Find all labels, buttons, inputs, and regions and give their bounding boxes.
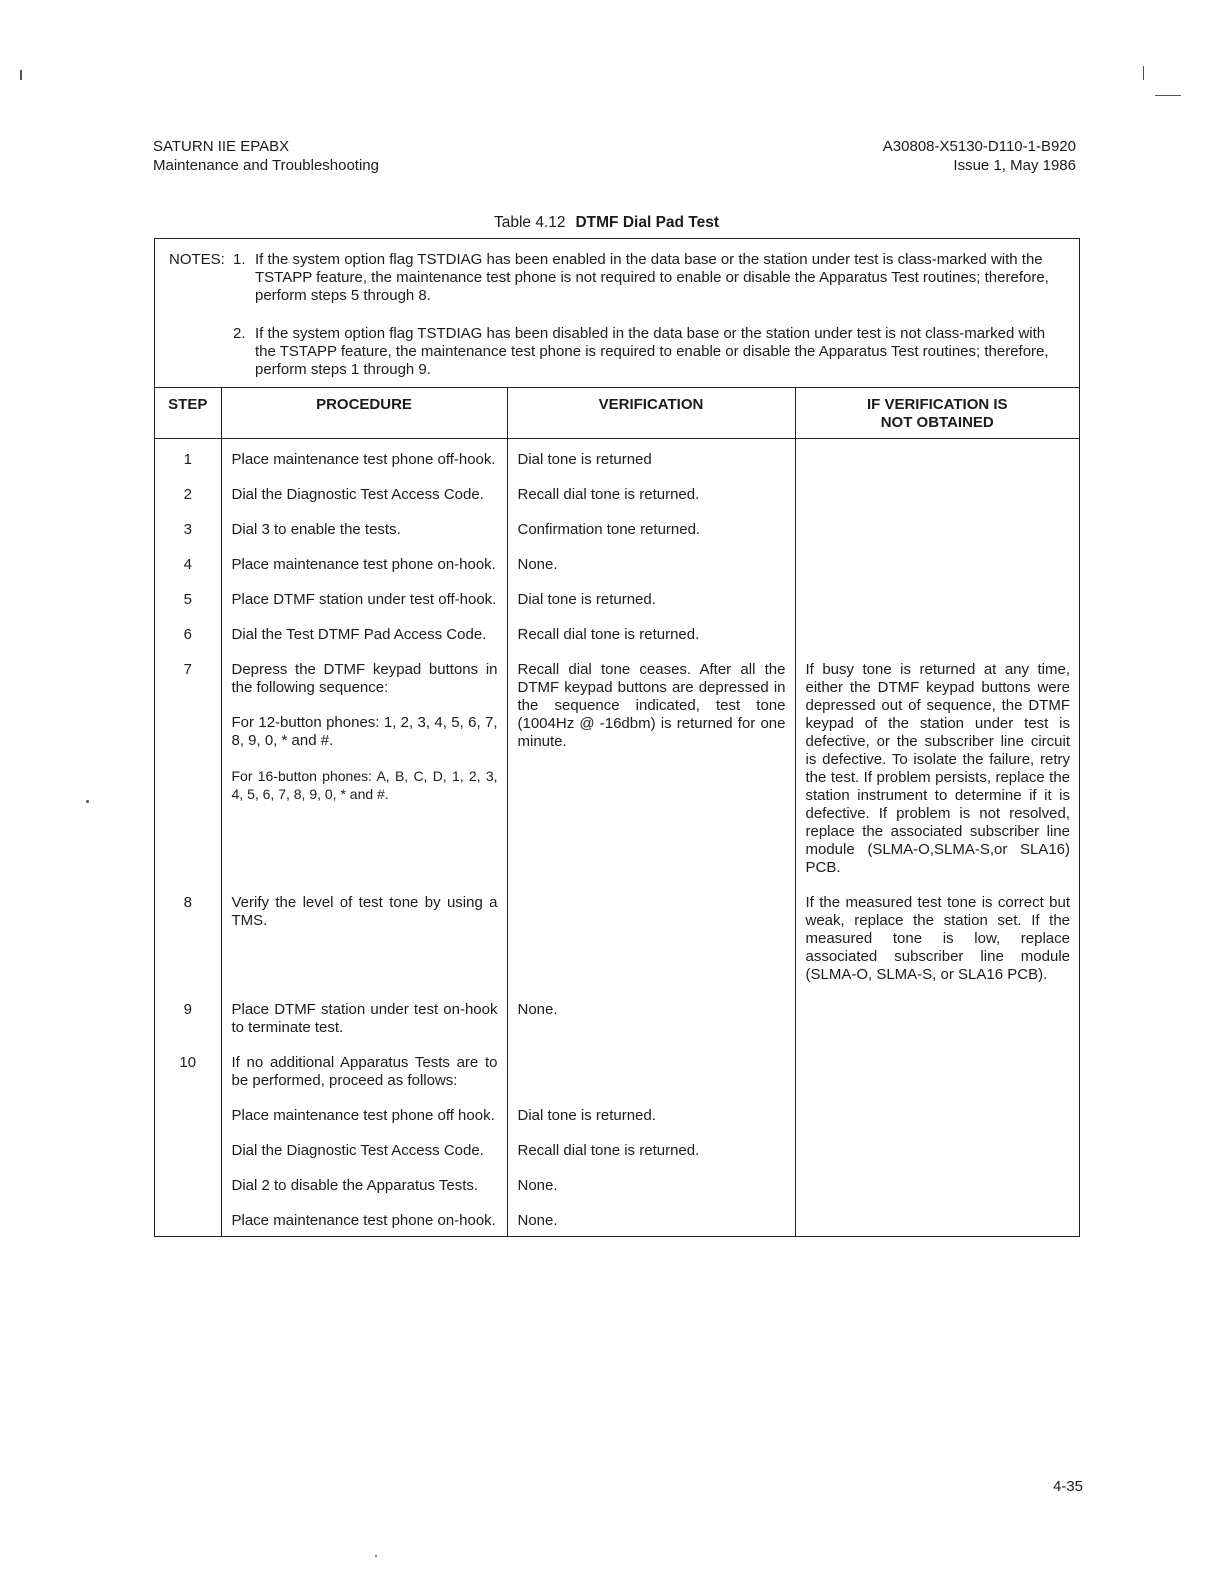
failure-cell xyxy=(795,626,1079,661)
step-number xyxy=(155,1107,221,1142)
table-row xyxy=(155,591,1079,626)
table-row xyxy=(155,1142,1079,1177)
procedure-cell: Verify the level of test tone by using a TMS. xyxy=(221,894,507,1001)
failure-cell xyxy=(795,521,1079,556)
verification-cell: Dial tone is returned. xyxy=(507,591,795,626)
table-row xyxy=(155,521,1079,556)
column-header-step: STEP xyxy=(155,388,221,439)
document-number: A30808-X5130-D110-1-B920 xyxy=(882,138,1076,155)
step-number: 7 xyxy=(183,661,192,678)
failure-cell xyxy=(795,1142,1079,1177)
column-header-failure: IF VERIFICATION IS NOT OBTAINED xyxy=(795,388,1079,439)
verification-cell: Recall dial tone is returned. xyxy=(507,1142,795,1177)
step-number: 6 xyxy=(183,626,192,643)
notes-section xyxy=(155,239,1079,388)
note-text: If the system option flag TSTDIAG has been enabled in the data base or the station under test is class-marked with the TSTAPP feature, the maintenance test phone is not required to enable or disable the Apparatus Test routines; therefore, perform steps 5 through 8. xyxy=(255,251,1049,304)
table-caption xyxy=(0,214,1213,232)
failure-cell xyxy=(795,1177,1079,1212)
scan-speck xyxy=(1155,95,1181,96)
step-number: 8 xyxy=(183,894,192,911)
procedure-cell: Dial the Diagnostic Test Access Code. xyxy=(221,1142,507,1177)
page-number: 4-35 xyxy=(1052,1478,1083,1495)
step-number: 2 xyxy=(183,486,192,503)
procedure-cell: Place maintenance test phone on-hook. xyxy=(221,1212,507,1236)
procedure-table xyxy=(155,388,1079,1236)
issue-date: Issue 1, May 1986 xyxy=(953,157,1076,174)
step-number xyxy=(155,1142,221,1177)
table-row xyxy=(155,439,1079,487)
failure-cell xyxy=(795,1054,1079,1107)
note-text: If the system option flag TSTDIAG has been disabled in the data base or the station under test is not class-marked with the TSTAPP feature, the maintenance test phone is required to enable or disable the Apparatus Test routines; therefore, perform steps 1 through 9. xyxy=(255,325,1049,378)
verification-cell xyxy=(507,894,795,1001)
verification-cell: None. xyxy=(507,1001,795,1054)
product-name: SATURN IIE EPABX xyxy=(153,138,290,155)
failure-cell xyxy=(795,591,1079,626)
step-number xyxy=(155,1212,221,1236)
verification-cell: None. xyxy=(507,1212,795,1236)
note-item xyxy=(169,325,1065,379)
procedure-cell: Dial 3 to enable the tests. xyxy=(221,521,507,556)
scan-speck xyxy=(1143,66,1144,80)
test-table-frame xyxy=(154,238,1080,1237)
manual-title: Maintenance and Troubleshooting xyxy=(153,157,379,174)
step-number: 1 xyxy=(183,451,192,468)
scan-speck xyxy=(86,800,89,803)
procedure-16-button: For 16-button phones: A, B, C, D, 1, 2, 3, 4, 5, 6, 7, 8, 9, 0, * and #. xyxy=(231,768,498,802)
table-title: DTMF Dial Pad Test xyxy=(575,214,720,231)
failure-cell xyxy=(795,1001,1079,1054)
scan-speck xyxy=(20,70,22,80)
document-header-right xyxy=(883,137,1076,175)
column-header-verification: VERIFICATION xyxy=(507,388,795,439)
document-header-left xyxy=(153,137,379,175)
failure-cell xyxy=(795,486,1079,521)
verification-cell: Recall dial tone ceases. After all the DTMF keypad buttons are depressed in the sequence indicated, test tone (1004Hz @ -16dbm) is returned for one minute. xyxy=(507,661,795,894)
table-number: Table 4.12 xyxy=(493,214,566,231)
procedure-cell: Dial the Test DTMF Pad Access Code. xyxy=(221,626,507,661)
procedure-cell: Place DTMF station under test off-hook. xyxy=(221,591,507,626)
verification-cell: None. xyxy=(507,556,795,591)
table-row xyxy=(155,894,1079,1001)
table-row xyxy=(155,1107,1079,1142)
table-row xyxy=(155,661,1079,894)
step-number: 5 xyxy=(183,591,192,608)
verification-cell: Recall dial tone is returned. xyxy=(507,486,795,521)
step-number: 9 xyxy=(183,1001,192,1018)
procedure-cell xyxy=(221,661,507,894)
procedure-text: Depress the DTMF keypad buttons in the following sequence: xyxy=(231,661,498,696)
failure-cell xyxy=(795,1107,1079,1142)
step-number: 3 xyxy=(183,521,192,538)
failure-cell xyxy=(795,439,1079,487)
scan-speck xyxy=(375,1555,377,1557)
procedure-cell: If no additional Apparatus Tests are to be performed, proceed as follows: xyxy=(221,1054,507,1107)
table-header-row xyxy=(155,388,1079,439)
procedure-cell: Place maintenance test phone on-hook. xyxy=(221,556,507,591)
table-row xyxy=(155,1177,1079,1212)
procedure-cell: Place DTMF station under test on-hook to terminate test. xyxy=(221,1001,507,1054)
note-item xyxy=(169,251,1065,305)
table-row xyxy=(155,1212,1079,1236)
table-row xyxy=(155,556,1079,591)
failure-cell: If the measured test tone is correct but weak, replace the station set. If the measured tone is low, replace associated subscriber line module (SLMA-O, SLMA-S, or SLA16 PCB). xyxy=(795,894,1079,1001)
note-number: 1. xyxy=(233,251,246,268)
verification-cell: None. xyxy=(507,1177,795,1212)
verification-cell: Recall dial tone is returned. xyxy=(507,626,795,661)
step-number xyxy=(155,1177,221,1212)
column-header-procedure: PROCEDURE xyxy=(221,388,507,439)
procedure-cell: Dial the Diagnostic Test Access Code. xyxy=(221,486,507,521)
verification-cell: Dial tone is returned xyxy=(507,439,795,487)
table-row xyxy=(155,626,1079,661)
procedure-cell: Dial 2 to disable the Apparatus Tests. xyxy=(221,1177,507,1212)
notes-label: NOTES: xyxy=(169,251,225,268)
failure-cell xyxy=(795,1212,1079,1236)
table-row xyxy=(155,1054,1079,1107)
verification-cell xyxy=(507,1054,795,1107)
table-row xyxy=(155,1001,1079,1054)
procedure-12-button: For 12-button phones: 1, 2, 3, 4, 5, 6, 7, 8, 9, 0, * and #. xyxy=(231,714,498,749)
procedure-cell: Place maintenance test phone off-hook. xyxy=(221,439,507,487)
failure-cell xyxy=(795,556,1079,591)
note-number: 2. xyxy=(233,325,246,342)
failure-cell: If busy tone is returned at any time, either the DTMF keypad buttons were depressed out of sequence, the DTMF keypad of the station under test is defective, or the subscriber line circuit is defective. To isolate the failure, retry the test. If problem persists, replace the station instrument to determine if it is defective. If problem is not resolved, replace the associated subscriber line module (SLMA-O,SLMA-S,or SLA16) PCB. xyxy=(795,661,1079,894)
verification-cell: Confirmation tone returned. xyxy=(507,521,795,556)
step-number: 10 xyxy=(179,1054,197,1071)
verification-cell: Dial tone is returned. xyxy=(507,1107,795,1142)
step-number: 4 xyxy=(183,556,192,573)
table-row xyxy=(155,486,1079,521)
procedure-cell: Place maintenance test phone off hook. xyxy=(221,1107,507,1142)
